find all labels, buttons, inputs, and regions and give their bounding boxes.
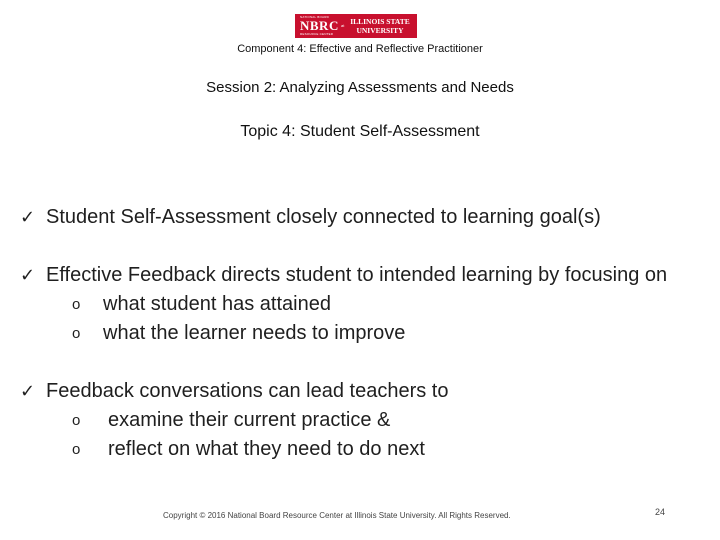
sub-bullet-item xyxy=(46,319,700,348)
sub-bullet-item xyxy=(46,290,700,319)
bullet-text: Feedback conversations can lead teachers to xyxy=(46,380,449,402)
logo-at-text: at xyxy=(341,23,345,28)
logo-national-board-text: NATIONAL BOARD xyxy=(300,15,329,19)
checkmark-icon: ✓ xyxy=(20,207,36,227)
circle-bullet-icon: o xyxy=(72,441,81,458)
bullet-item xyxy=(20,261,700,348)
sub-bullet-list xyxy=(46,406,700,464)
bullet-text: Effective Feedback directs student to intended learning by focusing on xyxy=(46,264,668,286)
sub-bullet-item xyxy=(46,435,700,464)
sub-bullet-text: reflect on what they need to do next xyxy=(108,438,425,460)
circle-bullet-icon: o xyxy=(72,325,81,342)
circle-bullet-icon: o xyxy=(72,296,81,313)
sub-bullet-item xyxy=(46,406,700,435)
sub-bullet-text: what student has attained xyxy=(103,293,331,315)
nbrc-isu-logo xyxy=(295,14,417,38)
bullet-list xyxy=(20,203,700,464)
bullet-item xyxy=(20,203,700,232)
session-title: Session 2: Analyzing Assessments and Needs xyxy=(206,79,514,96)
bullet-text: Student Self-Assessment closely connected to learning goal(s) xyxy=(46,206,601,228)
sub-bullet-text: examine their current practice & xyxy=(108,409,391,431)
logo-resource-center-text: RESOURCE CENTER xyxy=(300,32,334,36)
copyright-notice: Copyright © 2016 National Board Resource Center at Illinois State University. All Rights Reserved. xyxy=(163,511,511,520)
logo-university-text: ILLINOIS STATE UNIVERSITY xyxy=(350,17,410,35)
checkmark-icon: ✓ xyxy=(20,265,36,285)
component-title: Component 4: Effective and Reflective Practitioner xyxy=(237,43,483,55)
sub-bullet-text: what the learner needs to improve xyxy=(103,322,406,344)
circle-bullet-icon: o xyxy=(72,412,81,429)
bullet-item xyxy=(20,377,700,464)
topic-title: Topic 4: Student Self-Assessment xyxy=(240,123,480,140)
checkmark-icon: ✓ xyxy=(20,381,36,401)
logo-nbrc-text: NBRC xyxy=(300,18,339,33)
page-number: 24 xyxy=(655,507,666,517)
sub-bullet-list xyxy=(46,290,700,348)
